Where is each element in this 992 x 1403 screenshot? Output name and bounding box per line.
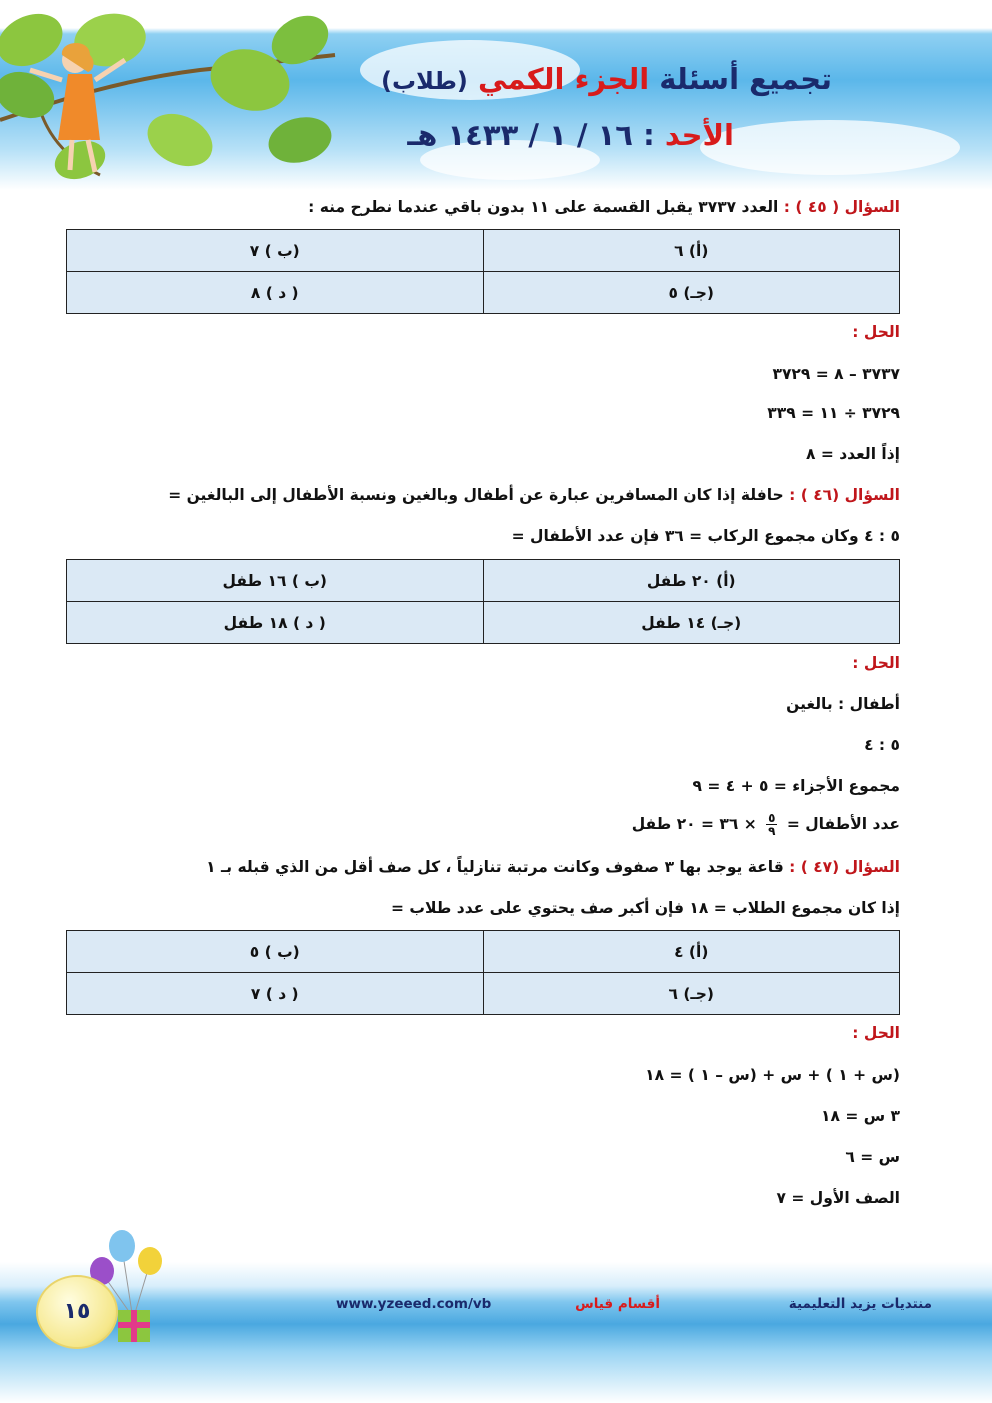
document-title: تجميع أسئلة الجزء الكمي (طلاب) — [381, 62, 832, 96]
solution-step: الصف الأول = ٧ — [776, 1189, 900, 1207]
option-b: (ب ) ١٦ طفل — [67, 560, 484, 602]
options-row — [67, 560, 900, 602]
solution-step: ٥ : ٤ — [864, 736, 900, 754]
solution-step: ٣٧٣٧ – ٨ = ٣٧٢٩ — [772, 365, 900, 383]
solution-label-47: الحل : — [852, 1024, 900, 1042]
page-number: ١٥ — [36, 1275, 118, 1349]
section-name: أقسام قياس — [575, 1296, 660, 1312]
question-47: السؤال (٤٧ ) : قاعة يوجد بها ٣ صفوف وكانت مرتبة تنازلياً ، كل صف أقل من الذي قبله بـ ١ — [206, 858, 900, 876]
page-header — [0, 0, 992, 190]
solution-step: إذاً العدد = ٨ — [805, 445, 900, 463]
option-a: (أ) ٢٠ طفل — [483, 560, 900, 602]
forum-name: منتديات يزيد التعليمية — [788, 1296, 932, 1312]
option-b: (ب ) ٥ — [67, 931, 484, 973]
options-row — [67, 230, 900, 272]
options-row — [67, 973, 900, 1015]
solution-label-45: الحل : — [852, 323, 900, 341]
options-row — [67, 272, 900, 314]
solution-label-46: الحل : — [852, 654, 900, 672]
solution-step: ٣٧٢٩ ÷ ١١ = ٣٣٩ — [767, 404, 900, 422]
option-d: ( د ) ٧ — [67, 973, 484, 1015]
question-45: السؤال ( ٤٥ ) : العدد ٣٧٣٧ يقبل القسمة على ١١ بدون باقي عندما نطرح منه : — [308, 198, 900, 216]
option-a: (أ) ٤ — [483, 931, 900, 973]
solution-final-46: عدد الأطفال = $\frac{٥}{٩}$ × ٣٦ = ٢٠ طفل — [631, 811, 900, 838]
cloud-decoration — [700, 120, 960, 175]
question-47-continued: إذا كان مجموع الطلاب = ١٨ فإن أكبر صف يحتوي على عدد طلاب = — [391, 899, 900, 917]
option-c: (جـ) ١٤ طفل — [483, 602, 900, 644]
option-d: ( د ) ١٨ طفل — [67, 602, 484, 644]
document-date: الأحد : ١٦ / ١ / ١٤٣٣ هـ — [407, 118, 734, 152]
options-row — [67, 602, 900, 644]
solution-step: مجموع الأجزاء = ٥ + ٤ = ٩ — [692, 777, 900, 795]
option-a: (أ) ٦ — [483, 230, 900, 272]
option-d: ( د ) ٨ — [67, 272, 484, 314]
options-row — [67, 931, 900, 973]
solution-step: ٣ س = ١٨ — [821, 1107, 900, 1125]
solution-step: (س + ١ ) + س + (س – ١ ) = ١٨ — [645, 1066, 900, 1084]
question-46-continued: ٥ : ٤ وكان مجموع الركاب = ٣٦ فإن عدد الأطفال = — [511, 527, 900, 545]
option-b: (ب ) ٧ — [67, 230, 484, 272]
question-46: السؤال (٤٦ ) : حافلة إذا كان المسافرين عبارة عن أطفال وبالغين ونسبة الأطفال إلى البالغين = — [168, 486, 900, 504]
option-c: (جـ) ٦ — [483, 973, 900, 1015]
site-url[interactable]: www.yzeeed.com/vb — [336, 1296, 492, 1312]
solution-step: أطفال : بالغين — [786, 695, 900, 713]
options-table-47 — [66, 930, 900, 1015]
options-table-45 — [66, 229, 900, 314]
options-table-46 — [66, 559, 900, 644]
option-c: (جـ) ٥ — [483, 272, 900, 314]
fraction: $\frac{٥}{٩}$ — [768, 811, 776, 838]
solution-step: س = ٦ — [845, 1148, 900, 1166]
